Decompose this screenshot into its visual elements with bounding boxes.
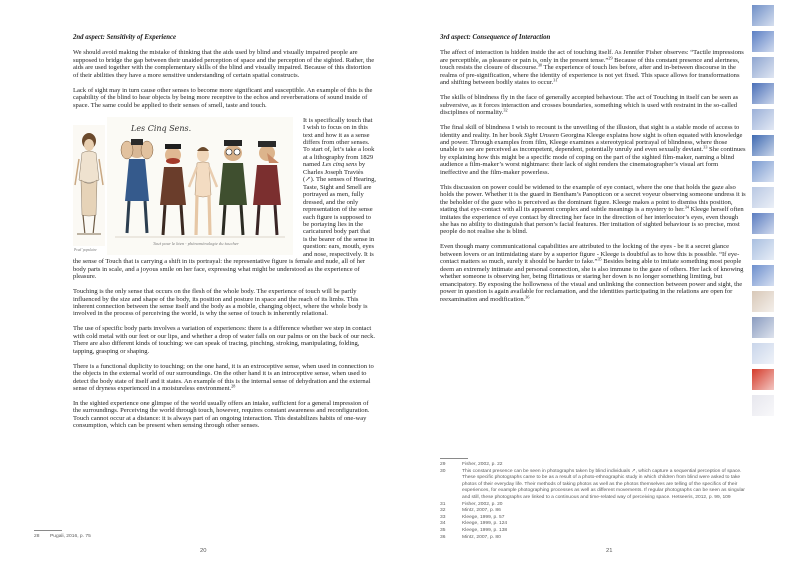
- paragraph-text: Besides being able to imitate something most people deem an extremely intimate and personal connection, she is also immune to the gaze of others. Her lack of knowing whether someone is observing her, being flirtatious or staring her down is no longer something limiting, but emancipatory. By exposing the hollowness of the visual and unlinking the connection between power and sight, the power in question is again available for reclamation, and the identities participating in the relations are open for reexamination and modification.: [440, 258, 744, 303]
- paragraph-text: Kleege herself often imitates the experience of eye contact by directing her face in the direction of her interlocutor’s eyes, even though she has no ability to distinguish that person’s facial features. Her imitation of sighted behaviour is so precise, most people do not realise she is blind.: [440, 206, 744, 236]
- paragraph-text: The final skill of blindness I wish to recount is the unveiling of the illusion, that sight is a stable mode of access to identity and reality. In her book: [440, 124, 740, 139]
- paragraph: Touching is the only sense that occurs on the flesh of the whole body. The experience of touch will be partly influenced by the size and shape of the body, its position and posture in space and the reach of its limbs. This inherent connection between the sense itself and the body as a mobile, changing object, where the whole body is involved in the process of perceiving the world, is why the sense of touch is inherently relational.: [73, 288, 368, 318]
- footnote-number: 32: [440, 508, 446, 514]
- left-footnotes: [34, 534, 234, 541]
- paragraph-text: This discussion on power could be widened to the example of eye contact, where the one that holds the gaze also holds the power. Whether it is the guard in Bentham’s Panopticon or a secret voyeur observing someone undress it is the beholder of the gaze who is perceived as the dominant figure. Kleege makes a point to dismiss this position, stating that eye-contact with all its apparent complex and subtle meanings is a mystery to her.: [440, 183, 746, 214]
- footnote-text: Mintz, 2007, p. 80: [462, 534, 501, 540]
- footnote-text: This constant presence can be seen in photographs taken by blind individuals ↗, which capture a sequential perception of space. These specific photographs came to be as a result of a photo-ethnographic study in which children from blind were asked to take photos of their everyday life. Their methods of taking photos as well as the photos themselves are telling of the specifics of their experiences, for example photographing processes as well as different movements. If regular photographs can be seen as singular and still, these photographs are linked to a continuous and time-related way of perceiving space. Hetseeris, 2012, p. 99, 109: [462, 468, 745, 500]
- footnote: [440, 462, 746, 469]
- left-text-column: [73, 34, 376, 437]
- footnote: [440, 528, 746, 535]
- footnote-text: Kleege, 1999, p. 124: [462, 521, 508, 527]
- photo-thumbnail: [752, 161, 774, 182]
- footnote-number: 36: [440, 534, 446, 540]
- section-heading: 3rd aspect: Consequence of Interaction: [440, 34, 551, 41]
- paragraph-text: Because of this constant presence and alertness, touch resists the closure of discourse.: [440, 56, 740, 72]
- photo-thumbnail: [752, 213, 774, 234]
- paragraph-text: She continues by explaining how this might be a specific mode of coping on the part of the sighted film-maker, naming a blind audience a film-maker’s worst nightmare: their lack of sight renders the cinematographer’s visual art form ineffective and the film-maker powerless.: [440, 146, 746, 176]
- paragraph-text: The experience of touch lies before, after and in-between discourse in the realms of pre-signification, where the identity of experience is not yet fixed. This space allows for transformations and shifting between bodily states to occur.: [440, 64, 740, 87]
- footnote: [34, 534, 234, 541]
- photo-thumbnail: [752, 369, 774, 390]
- footnote: [440, 508, 746, 515]
- footnote-text: Fisher, 2002, p. 20: [462, 501, 503, 507]
- section-heading: 2nd aspect: Sensitivity of Experience: [73, 34, 177, 41]
- photo-thumbnail: [752, 291, 774, 312]
- paragraph: In the sighted experience one glimpse of the world usually offers an intake, sufficient for a general impression of the surroundings. Perceiving the world through touch, however, requires constant awareness and reconfiguration. Touch cannot occur at a distance: it is always part of an ongoing interaction. This destabilizes habits of one-way consumption, which can be present when sensing through other senses.: [73, 400, 370, 430]
- paragraph: Lack of sight may in turn cause other senses to become more significant and susceptible. An example of this is the capability of the blind to hear objects by being more receptive to the echos and reverberations of sound inside of space. The same could be applied to their senses of smell, taste and touch.: [73, 86, 373, 109]
- page-number-left: 20: [200, 548, 207, 554]
- photo-thumbnail: [752, 5, 774, 26]
- footnote-ref[interactable]: 31: [553, 77, 558, 83]
- footnote: [440, 469, 746, 502]
- photo-thumbnail: [752, 187, 774, 208]
- footnote-text: Kleege, 1999, p. 57: [462, 514, 505, 520]
- photo-thumbnail: [752, 239, 774, 260]
- photo-thumbnail: [752, 265, 774, 286]
- caricature-image: [73, 125, 105, 246]
- paragraph: [440, 184, 746, 236]
- paragraph-text: Even though many communicational capabilities are attributed to the locking of the eyes - be it a secret glance between lovers or an intimidating stare by a superior figure - Kleege is doubtful as to how this is possible. “If eye-contact matters so much, surely it should be harder to fake.”: [440, 243, 740, 266]
- photo-thumbnail: [752, 57, 774, 78]
- footnote-text: Pugali, 2016, p. 75: [50, 534, 91, 539]
- footnote-rule: [34, 530, 62, 531]
- footnote-number: 35: [440, 527, 446, 533]
- footnote: [440, 535, 746, 542]
- paragraph-with-figure: [73, 117, 376, 281]
- photo-thumbnail: [752, 83, 774, 104]
- footnote-ref[interactable]: 34: [684, 204, 689, 210]
- page-number-right: 21: [606, 548, 613, 554]
- footnote-ref[interactable]: 35: [597, 256, 602, 262]
- footnote-text: Mintz, 2007, p. 86: [462, 508, 501, 514]
- footnote-number: 34: [440, 521, 446, 527]
- paragraph-text: The skills of blindness fly in the face of generally accepted behaviour. The act of Touching in itself can be seen as subversive, as it forces interaction and crosses boundaries, something which is used with restraint in the so-called disciplines of normality.: [440, 94, 739, 117]
- footnote-number: 28: [34, 534, 40, 539]
- footnote-number: 29: [440, 462, 446, 467]
- footnote-ref[interactable]: 32: [503, 107, 508, 113]
- footnote-rule: [440, 458, 468, 459]
- paragraph-text: The affect of interaction is hidden inside the act of touching itself. As Jennifer Fisher observes: “Tactile impressions are perceptible, as pleasure or pain is, only in the present tense.”: [440, 49, 744, 64]
- paragraph: [440, 124, 746, 176]
- paragraph: The use of specific body parts involves a variation of experiences: there is a difference whether we step in contact with cold metal with our feet or our lips, and whether a drop of water falls on our palms or on the back of our neck. There are also different kinds of touching: we can speak of tracing, pinching, stroking, manipulating, folding, tapping, grasping or shaping.: [73, 325, 375, 355]
- photo-thumbnail: [752, 317, 774, 338]
- footnote-number: 30: [440, 468, 446, 474]
- lithograph-figure: [73, 117, 295, 255]
- footnote-ref[interactable]: 33: [703, 145, 708, 151]
- paragraph: We should avoid making the mistake of thinking that the aids used by blind and visually impaired people are supposed to bridge the gap between their unaided perception of space and the perception of the sighted. Rather, the aids are used together with the complementary skills of the blind and visually impaired. Because of this distortion of their abilities they have a more sensitive understanding of certain spatial constructs.: [73, 49, 375, 79]
- paragraph-text: It is specifically touch that I wish to focus on in this text and how it as a sense differs from other senses. To start of, let’s take a look at a lithography from 1829 named: [303, 116, 375, 169]
- paragraph-text: by Charles Joseph Traviès (↗). The senses of Hearing, Taste, Sight and Smell are portrayed as men, fully dressed, and the only representation of the sense each figure is supposed to be portaying lies in the caricatured body part that is the bearer of the sense in question: ears, mouth, eyes and nose, respectively. It is the sense of Touch that is carrying a shift in its portrayal: the representative figure is female and nude, all of her body parts in scale, and a joyous smile on her face, expressing what might be understood as the experience of pleasure.: [73, 161, 376, 281]
- photo-thumbnail: [752, 135, 774, 156]
- footnote-ref[interactable]: 36: [525, 294, 530, 300]
- paragraph: [73, 363, 376, 393]
- photo-thumbnail: [752, 109, 774, 130]
- book-title: Sight Unseen: [524, 131, 559, 139]
- footnote-text: Fisher, 2002, p. 22: [462, 462, 503, 467]
- engraving-caption: Tout pour le bien - phénoménologie du toucher: [153, 241, 239, 246]
- footnote-text: Kleege, 1999, p. 138: [462, 527, 508, 533]
- paragraph-text: There is a functional duplicity to touching; on the one hand, it is an extroceptive sense, when used in connection to the objects in the external world of our surroundings. On the other hand it is an introceptive sense, when used to detect the body state of itself and it states. An example of this is the internal sense of dehydration and the external sense of dryness experienced in a moistureless environment.: [73, 362, 374, 393]
- paragraph: [440, 94, 746, 116]
- photo-thumbnail: [752, 31, 774, 52]
- artwork-title: Les cinq sens: [322, 161, 358, 169]
- paragraph-text: Georgina Kleege explains how sight is often equated with knowledge and power. Through examples from film, Kleege examines a stereotypical portrayal of blindness, where those unable to see are perceived as incompetent, dependent, potentially unruly and even sexually deviant.: [440, 131, 743, 154]
- photo-thumbnail: [752, 395, 774, 416]
- paragraph: [440, 49, 746, 86]
- footnote-ref[interactable]: 30: [537, 62, 543, 68]
- paragraph: [440, 243, 746, 303]
- footnote: [440, 521, 746, 528]
- footnote-number: 33: [440, 514, 446, 520]
- les-cinq-sens-engraving: [107, 117, 293, 255]
- footnote-ref[interactable]: 29: [608, 55, 613, 61]
- engraving-title: Les Cinq Sens.: [131, 123, 192, 133]
- figure-caption-left: Prud’ populaire: [74, 247, 97, 252]
- right-footnotes: [440, 462, 746, 541]
- right-text-column: [440, 34, 746, 311]
- footnote-number: 31: [440, 501, 446, 507]
- footnote-ref[interactable]: 28: [231, 383, 236, 389]
- photo-thumbnail: [752, 343, 774, 364]
